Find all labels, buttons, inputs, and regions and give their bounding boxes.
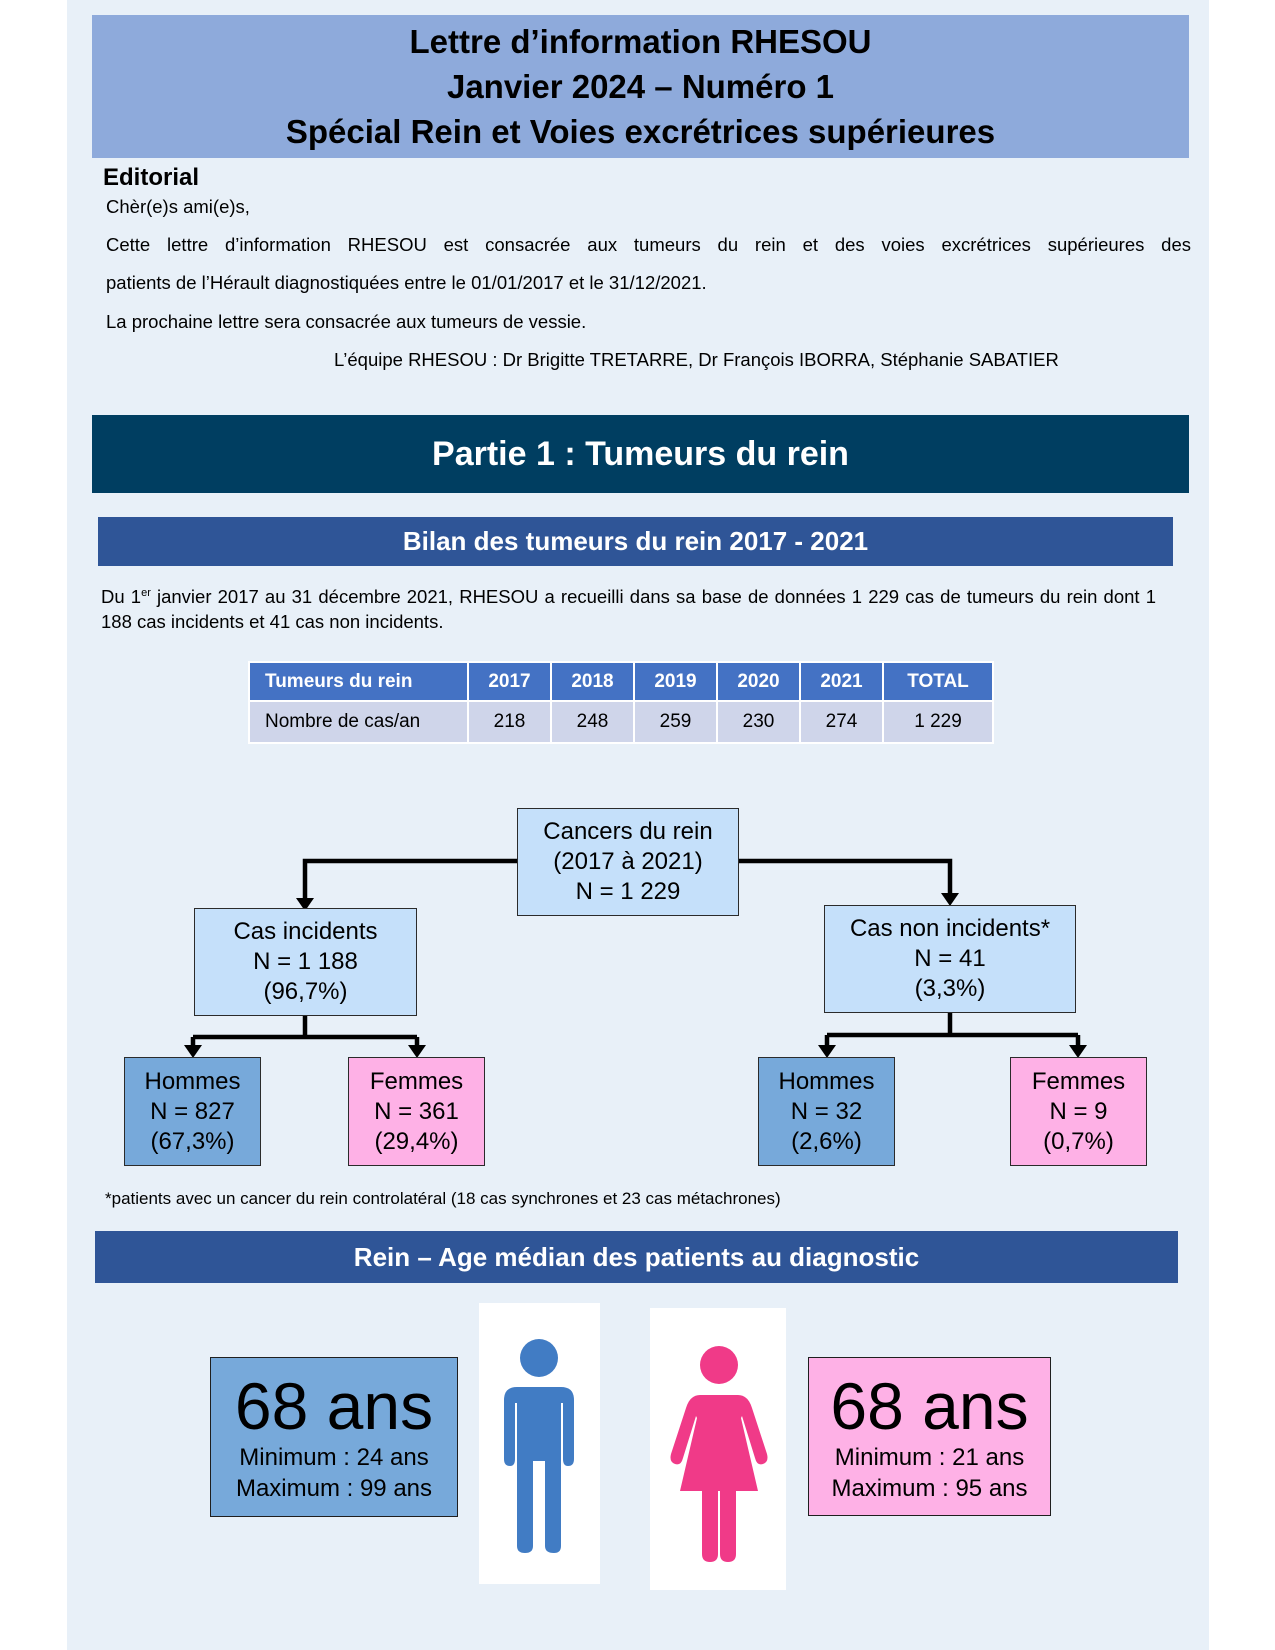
newsletter-header bbox=[92, 15, 1189, 158]
male-min-age: Minimum : 24 ans bbox=[239, 1444, 429, 1471]
node-count: N = 32 bbox=[790, 1097, 863, 1125]
age-section-title: Rein – Age médian des patients au diagnostic bbox=[95, 1231, 1178, 1283]
node-label: Cas incidents bbox=[233, 918, 378, 945]
node-label: Hommes bbox=[144, 1067, 241, 1095]
flow-node-incident bbox=[194, 908, 417, 1016]
node-percent: (0,7%) bbox=[1043, 1127, 1114, 1155]
flow-node-nonincident-women bbox=[1010, 1057, 1147, 1166]
flow-node-non-incident bbox=[824, 905, 1076, 1013]
editorial-next-letter: La prochaine lettre sera consacrée aux tumeurs de vessie. bbox=[106, 311, 587, 332]
node-percent: (67,3%) bbox=[150, 1127, 235, 1155]
node-percent: (2,6%) bbox=[791, 1127, 862, 1155]
node-count: N = 827 bbox=[150, 1097, 235, 1125]
intro-prefix: Du 1 bbox=[101, 586, 142, 607]
table-header-cell: 2020 bbox=[718, 663, 799, 700]
node-count: N = 361 bbox=[374, 1097, 459, 1125]
node-label: Femmes bbox=[369, 1067, 464, 1095]
table-cell: Nombre de cas/an bbox=[250, 702, 467, 742]
female-age-box bbox=[808, 1357, 1051, 1516]
header-title: Lettre d’information RHESOU bbox=[409, 23, 872, 60]
male-age-box bbox=[210, 1357, 458, 1517]
bilan-section-title: Bilan des tumeurs du rein 2017 - 2021 bbox=[98, 517, 1173, 566]
editorial-signature: L’équipe RHESOU : Dr Brigitte TRETARRE, Dr François IBORRA, Stéphanie SABATIER bbox=[334, 349, 1059, 370]
table-header-cell: TOTAL bbox=[884, 663, 992, 700]
node-label: Cas non incidents* bbox=[849, 915, 1051, 942]
female-figure-panel bbox=[650, 1308, 786, 1590]
male-person-icon bbox=[479, 1303, 600, 1584]
node-percent: (3,3%) bbox=[914, 975, 986, 1002]
node-count: N = 9 bbox=[1049, 1097, 1108, 1125]
table-cell: 230 bbox=[718, 702, 799, 742]
editorial-greeting: Chèr(e)s ami(e)s, bbox=[106, 196, 250, 217]
node-label: Cancers du rein bbox=[543, 818, 713, 845]
female-min-age: Minimum : 21 ans bbox=[834, 1443, 1025, 1471]
flow-node-root bbox=[517, 808, 739, 916]
editorial-paragraph-line2: patients de l’Hérault diagnostiquées entre le 01/01/2017 et le 31/12/2021. bbox=[106, 272, 707, 293]
table-row bbox=[250, 702, 992, 742]
node-count: N = 41 bbox=[914, 945, 986, 972]
female-person-icon bbox=[650, 1308, 786, 1590]
cases-per-year-table bbox=[248, 661, 994, 744]
header-subtitle: Spécial Rein et Voies excrétrices supérieures bbox=[285, 113, 996, 150]
node-label: Femmes bbox=[1031, 1067, 1126, 1095]
table-cell: 274 bbox=[801, 702, 882, 742]
node-count: N = 1 188 bbox=[253, 948, 358, 975]
table-header-cell: Tumeurs du rein bbox=[250, 663, 467, 700]
node-percent: (96,7%) bbox=[263, 978, 348, 1005]
female-median-age: 68 ans bbox=[830, 1368, 1029, 1443]
flow-node-nonincident-men bbox=[758, 1057, 895, 1166]
table-header-cell: 2021 bbox=[801, 663, 882, 700]
male-max-age: Maximum : 99 ans bbox=[235, 1475, 433, 1502]
bilan-intro bbox=[101, 584, 1156, 634]
flow-node-incident-women bbox=[348, 1057, 485, 1166]
node-period: (2017 à 2021) bbox=[553, 848, 703, 875]
table-cell: 1 229 bbox=[884, 702, 992, 742]
table-cell: 259 bbox=[635, 702, 716, 742]
table-header-cell: 2018 bbox=[552, 663, 633, 700]
table-cell: 248 bbox=[552, 702, 633, 742]
table-cell: 218 bbox=[469, 702, 550, 742]
editorial-title: Editorial bbox=[103, 164, 200, 191]
flowchart-footnote: *patients avec un cancer du rein controlatéral (18 cas synchrones et 23 cas métachrones) bbox=[105, 1189, 781, 1208]
female-max-age: Maximum : 95 ans bbox=[831, 1474, 1028, 1502]
header-issue: Janvier 2024 – Numéro 1 bbox=[446, 68, 835, 105]
node-label: Hommes bbox=[778, 1067, 875, 1095]
male-figure-panel bbox=[479, 1303, 600, 1584]
intro-superscript: er bbox=[141, 587, 151, 599]
node-percent: (29,4%) bbox=[374, 1127, 459, 1155]
editorial-paragraph-line1: Cette lettre d’information RHESOU est consacrée aux tumeurs du rein et des voies excrétrices supérieures des bbox=[106, 234, 1191, 255]
male-median-age: 68 ans bbox=[234, 1369, 434, 1443]
table-header-cell: 2017 bbox=[469, 663, 550, 700]
flow-node-incident-men bbox=[124, 1057, 261, 1166]
node-count: N = 1 229 bbox=[575, 878, 681, 905]
table-header-cell: 2019 bbox=[635, 663, 716, 700]
table-header-row bbox=[250, 663, 992, 700]
intro-text: janvier 2017 au 31 décembre 2021, RHESOU a recueilli dans sa base de données 1 229 cas de tumeurs du rein dont 1 188 cas incidents et 41 cas non incidents. bbox=[101, 586, 1156, 632]
part1-title: Partie 1 : Tumeurs du rein bbox=[92, 415, 1189, 493]
